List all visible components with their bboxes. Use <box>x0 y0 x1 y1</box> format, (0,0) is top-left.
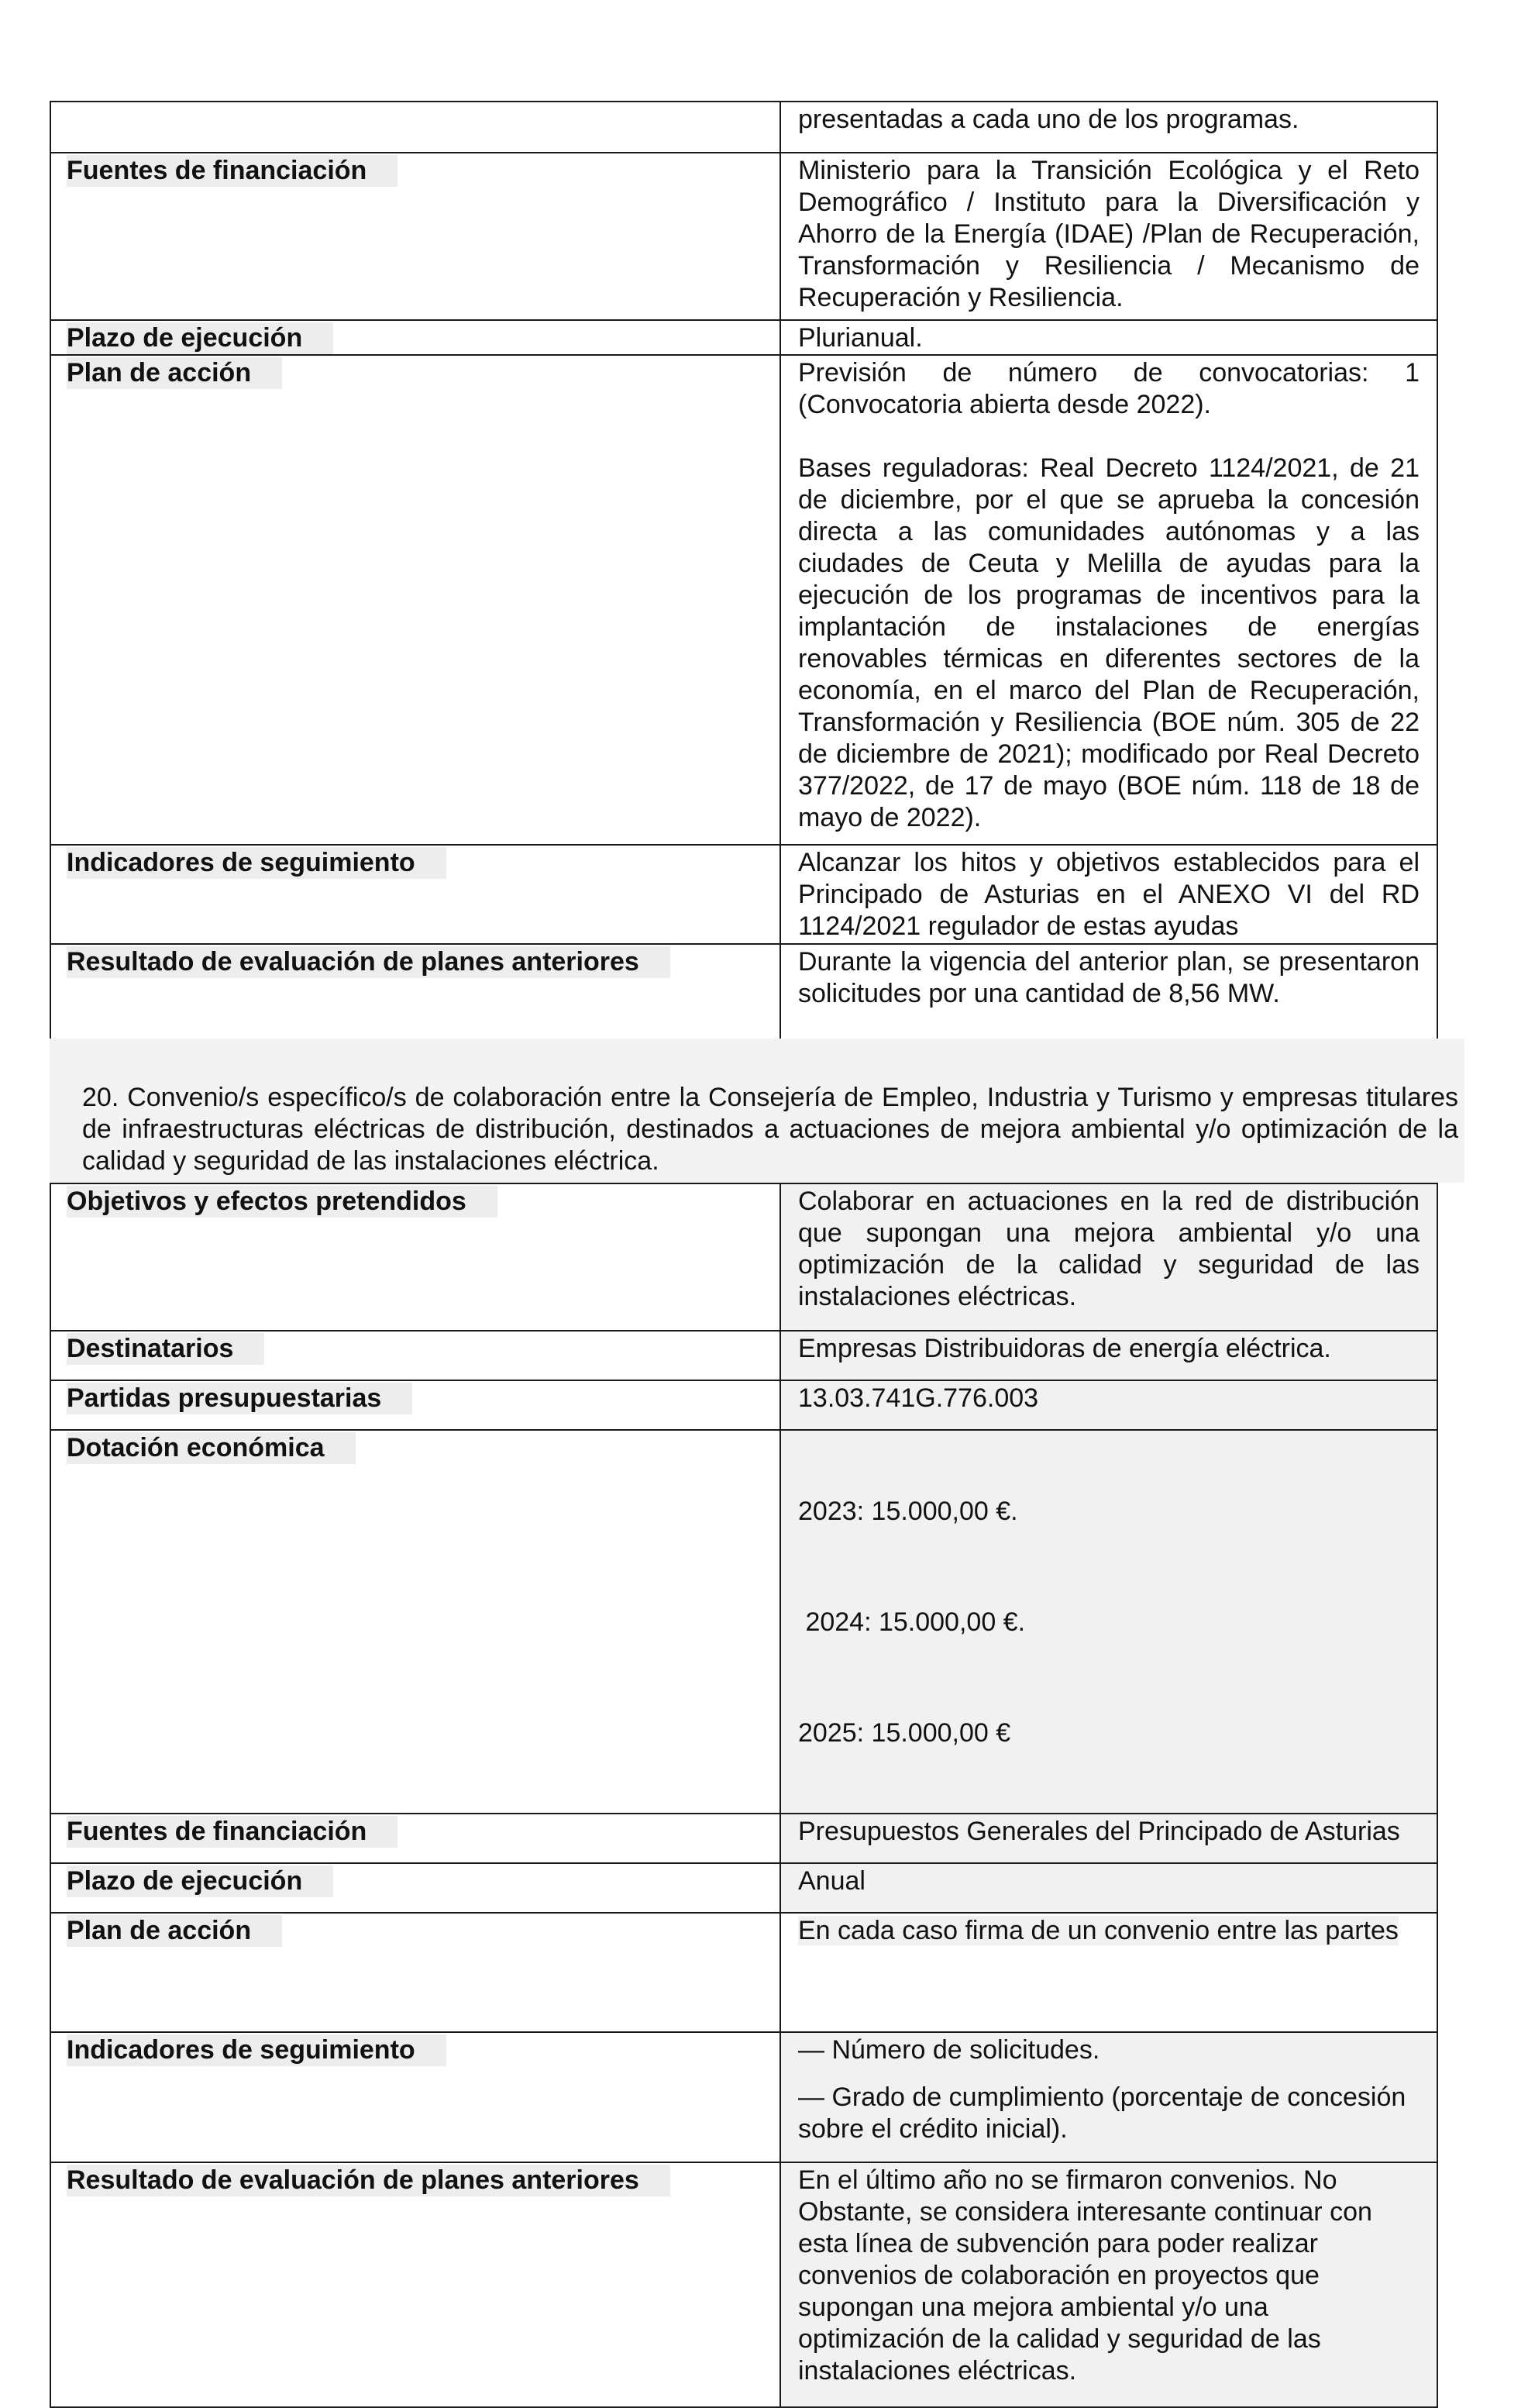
funding-amount-2023: 2023: 15.000,00 €. <box>798 1497 1018 1526</box>
indicator-item: — Grado de cumplimiento (porcentaje de concesión sobre el crédito inicial). <box>798 2082 1406 2144</box>
action-plan-value: En cada caso firma de un convenio entre las partes <box>798 1916 1399 1945</box>
funding-sources-value: Ministerio para la Transición Ecológica y el Reto Demográfico / Instituto para la Diversificación y Ahorro de la Energía (IDAE) /Plan de Recuperación, Transformación y Resiliencia / Mecanismo de Recuperación y Resiliencia. <box>780 153 1437 320</box>
table-row <box>50 153 1437 320</box>
action-plan-regulatory-bases: Bases reguladoras: Real Decreto 1124/2021, de 21 de diciembre, por el que se aprueba la concesión directa a las comunidades autónomas y a las ciudades de Ceuta y Melilla de ayudas para la ejecución de los programas de incentivos para la implantación de instalaciones de energías renovables térmicas en diferentes sectores de la economía, en el marco del Plan de Recuperación, Transformación y Resiliencia (BOE núm. 305 de 22 de diciembre de 2021); modificado por Real Decreto 377/2022, de 17 de mayo (BOE núm. 118 de 18 de mayo de 2022). <box>798 453 1420 832</box>
section-20-heading: 20. Convenio/s específico/s de colaboración entre la Consejería de Empleo, Industria y Turismo y empresas titulares de infraestructuras eléctricas de distribución, destinados a actuaciones de mejora ambiental y/o optimización de la calidad y seguridad de las instalaciones eléctrica. <box>82 1083 1458 1176</box>
section-20-heading-block <box>50 1039 1464 1183</box>
funding-amount-label: Dotación económica <box>67 1432 356 1464</box>
funding-amount-2025: 2025: 15.000,00 € <box>798 1718 1011 1748</box>
previous-evaluation-value: En el último año no se firmaron convenios. No Obstante, se considera interesante continuar con esta línea de subvención para poder realizar convenios de colaboración en proyectos que supongan una mejora ambiental y/o una optimización de la calidad y seguridad de las instalaciones eléctricas. <box>780 2162 1437 2407</box>
table-row <box>50 355 1437 845</box>
funding-sources-value: Presupuestos Generales del Principado de Asturias <box>780 1814 1437 1863</box>
action-plan-label: Plan de acción <box>67 1915 282 1947</box>
action-plan-calls: Previsión de número de convocatorias: 1 (Convocatoria abierta desde 2022). <box>798 358 1420 419</box>
indicator-item: — Número de solicitudes. <box>798 2035 1100 2065</box>
funding-sources-label: Fuentes de financiación <box>67 1816 397 1848</box>
table-row <box>50 1331 1437 1380</box>
table-row <box>50 1863 1437 1913</box>
recipients-label: Destinatarios <box>67 1333 264 1365</box>
tracking-indicators-value: Alcanzar los hitos y objetivos establecidos para el Principado de Asturias en el ANEXO VI del RD 1124/2021 regulador de estas ayudas <box>780 845 1437 944</box>
table-row <box>50 1430 1437 1814</box>
previous-evaluation-label: Resultado de evaluación de planes anteriores <box>67 946 670 978</box>
funding-sources-label: Fuentes de financiación <box>67 155 397 187</box>
tracking-indicators-label: Indicadores de seguimiento <box>67 2034 446 2066</box>
table-row <box>50 1913 1437 2032</box>
previous-evaluation-label: Resultado de evaluación de planes anteriores <box>67 2165 670 2196</box>
action-plan-label: Plan de acción <box>67 357 282 389</box>
execution-period-value: Anual <box>780 1863 1437 1913</box>
table-row <box>50 1183 1437 1331</box>
budget-items-label: Partidas presupuestarias <box>67 1383 412 1414</box>
table-row <box>50 2032 1437 2162</box>
table-row <box>50 102 1437 153</box>
funding-amount-2024: 2024: 15.000,00 €. <box>798 1607 1026 1637</box>
recipients-value: Empresas Distribuidoras de energía eléctrica. <box>780 1331 1437 1380</box>
table-row <box>50 845 1437 944</box>
previous-evaluation-value: Durante la vigencia del anterior plan, se presentaron solicitudes por una cantidad de 8,56 MW. <box>780 944 1437 1042</box>
execution-period-label: Plazo de ejecución <box>67 1865 333 1897</box>
execution-period-value: Plurianual. <box>780 320 1437 355</box>
table-row <box>50 1814 1437 1863</box>
table-row <box>50 320 1437 355</box>
budget-items-value: 13.03.741G.776.003 <box>780 1380 1437 1430</box>
objectives-value: Colaborar en actuaciones en la red de distribución que supongan una mejora ambiental y/o una optimización de la calidad y seguridad de las instalaciones eléctricas. <box>780 1183 1437 1331</box>
table-row <box>50 2162 1437 2407</box>
agreement-table <box>50 1183 1438 2408</box>
label-cell-empty <box>50 102 780 153</box>
value-cell: presentadas a cada uno de los programas. <box>780 102 1437 153</box>
table-row <box>50 1380 1437 1430</box>
execution-period-label: Plazo de ejecución <box>67 322 333 354</box>
table-row <box>50 944 1437 1042</box>
program-table-continued <box>50 101 1438 1042</box>
tracking-indicators-label: Indicadores de seguimiento <box>67 847 446 879</box>
objectives-label: Objetivos y efectos pretendidos <box>67 1186 497 1218</box>
